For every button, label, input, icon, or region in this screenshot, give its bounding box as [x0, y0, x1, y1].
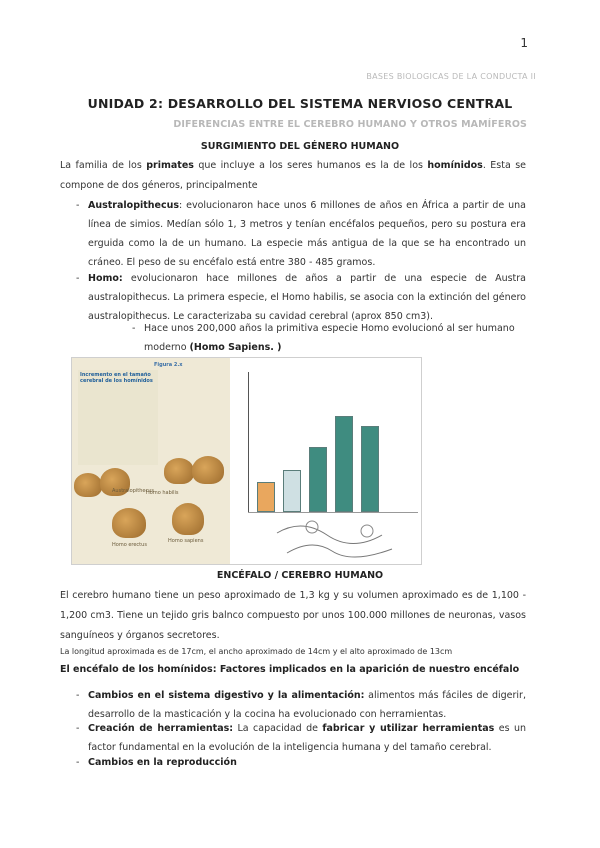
figure-caption: Incremento en el tamaño cerebral de los homínidos: [80, 372, 153, 384]
chart-bar: [361, 426, 379, 512]
intro-paragraph: La familia de los primates que incluye a los seres humanos es la de los homínidos. Esta se compone de dos géneros, principalmente: [60, 160, 526, 191]
page-subtitle: DIFERENCIAS ENTRE EL CEREBRO HUMANO Y OTROS MAMÍFEROS: [173, 119, 527, 130]
chart-axis: [248, 372, 249, 512]
factor-digestivo: - Cambios en el sistema digestivo y la alimentación: alimentos más fáciles de digerir, desarrollo de la masticación y la cocina ha evolucionado con herramientas.: [76, 690, 526, 720]
figure-skull-panel: [72, 358, 230, 564]
bullet-homo: - Homo: evolucionaron hace millones de años a partir de una especie de Austra australopithecus. La primera especie, el Homo habilis, se asocia con la extinción del género australopithecus. Le caracterizaba su cavidad cerebral (aprox 850 cm3).: [76, 273, 526, 322]
species-label: Homo sapiens: [168, 538, 204, 544]
sub-bullet-homo-sapiens: - Hace unos 200,000 años la primitiva especie Homo evolucionó al ser humano moderno (Homo Sapiens. ): [132, 323, 515, 353]
skull-icon: [172, 503, 204, 535]
species-label: Homo erectus: [112, 542, 147, 548]
factor-herramientas: - Creación de herramientas: La capacidad de fabricar y utilizar herramientas es un factor fundamental en la evolución de la inteligencia humana y del tamaño cerebral.: [76, 723, 526, 753]
figure-caption-box: [78, 370, 158, 465]
skeleton-sketch: [272, 513, 402, 559]
section-heading-encefalo: ENCÉFALO / CEREBRO HUMANO: [216, 570, 384, 581]
encefalo-paragraph: El cerebro humano tiene un peso aproximado de 1,3 kg y su volumen aproximado es de 1,100 - 1,200 cm3. Tiene un tejido gris balnco compuesto por unos 100.000 millones de neuronas, vasos sanguíneos y órganos secretores.: [60, 590, 526, 641]
skull-icon: [74, 473, 102, 497]
page-number: 1: [520, 36, 528, 50]
chart-bar: [257, 482, 275, 512]
species-label: Homo habilis: [146, 490, 179, 496]
skull-icon: [192, 456, 224, 484]
skull-icon: [164, 458, 194, 484]
section-heading-genero: SURGIMIENTO DEL GÉNERO HUMANO: [200, 141, 400, 152]
chart-bar: [335, 416, 353, 512]
page-title: UNIDAD 2: DESARROLLO DEL SISTEMA NERVIOSO CENTRAL: [87, 96, 513, 111]
chart-bar: [283, 470, 301, 512]
brain-evolution-figure: [71, 357, 422, 565]
species-label: Australopithecus: [112, 488, 155, 494]
bullet-australopithecus: - Australopithecus: evolucionaron hace unos 6 millones de años en África a partir de una línea de simios. Medían sólo 1, 3 metros y tenían encéfalos pequeños, pero su postura era erguida como la de un humano. La especie más antigua de la que se ha encontrado un cráneo. El peso de su encéfalo está entre 380 - 485 gramos.: [76, 200, 526, 268]
figure-label: Figura 2.x: [154, 362, 183, 368]
factors-heading: El encéfalo de los homínidos: Factores implicados en la aparición de nuestro encéfalo: [60, 664, 520, 675]
factor-reproduccion: - Cambios en la reproducción: [76, 757, 237, 768]
running-header: BASES BIOLOGICAS DE LA CONDUCTA II: [366, 72, 536, 81]
dimensions-note: La longitud aproximada es de 17cm, el ancho aproximado de 14cm y el alto aproximado de 13cm: [60, 647, 453, 656]
chart-bar: [309, 447, 327, 512]
skull-icon: [112, 508, 146, 538]
